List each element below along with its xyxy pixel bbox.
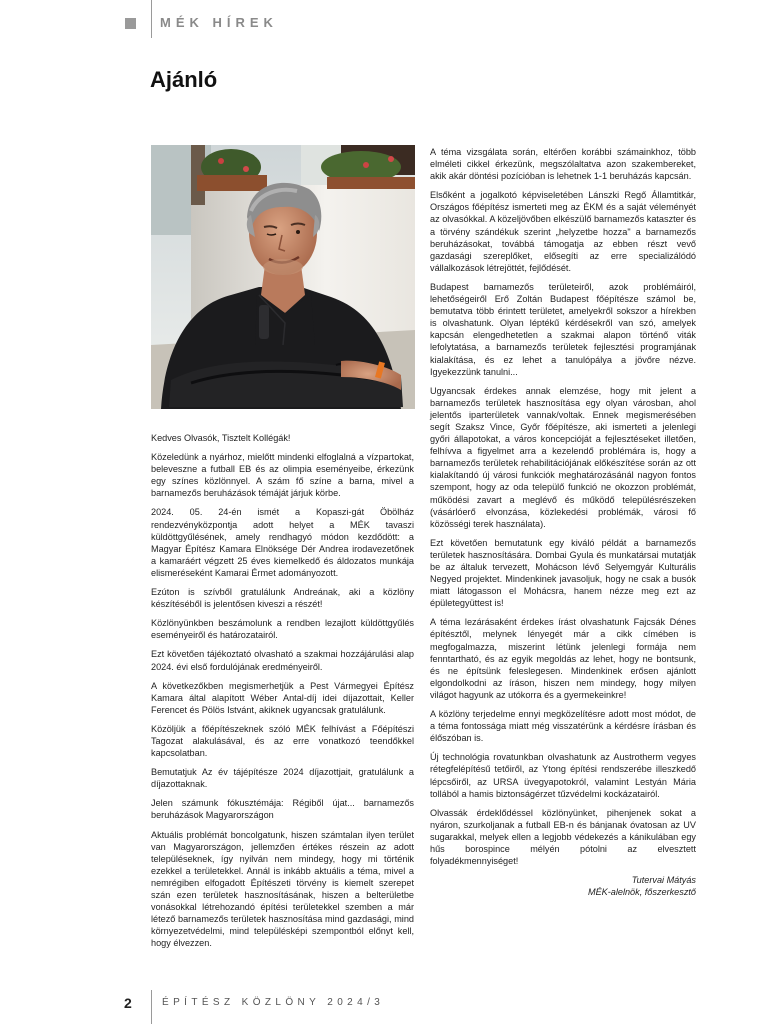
paragraph: Bemutatjuk Az év tájépítésze 2024 díjazottjait, gratulálunk a díjazottaknak.: [151, 767, 414, 790]
signature-name: Tutervai Mátyás: [631, 875, 696, 886]
header-square-mark: [125, 18, 136, 29]
paragraph: Jelen számunk fókusztémája: Régiből újat... barnamezős beruházások Magyarországon: [151, 798, 414, 821]
paragraph: Elsőként a jogalkotó képviseletében Lánszki Regő Államtitkár, Országos főépítész ismerteti meg az ÉKM és a saját véleményét az olvasókkal. A közeljövőben elkészülő barnamezős kataszter és a törvény szándékuk szerint „helyzetbe hozza" a barnamezős beruházásokat, továbbá támogatja az ebben részt vevő gazdasági szereplőket, elősegíti az erre specializálódó vállalkozások létrejöttét, fejlődését.: [430, 190, 696, 273]
paragraph: Budapest barnamezős területeiről, azok problémáiról, lehetőségeiről Erő Zoltán Budapest főépítésze számol be, bemutatva több érintett területet, amelyekről sokszor a hírekben is olvashatunk. Olyan léptékű kérdésekről van szó, amelyek kapcsán elengedhetetlen a szakmai alapon történő viták lefolytatása, a barnamezős területek fejlesztési programjának kialakítása, és ez lehet a tanulópálya a jövőre nézve. Igyekezzünk tanulni...: [430, 281, 696, 377]
paragraph: Ugyancsak érdekes annak elemzése, hogy mit jelent a barnamezős területek hasznosítása egy olyan városban, ahol jelentős iparterületek vannak/voltak. Ennek megismerésében segít Szaksz Vince, Győr főépítésze, aki ismerteti a jelenlegi győri állapotokat, a város koncepcióját a fejlesztéseket illetően, felhívva a figyelmet arra a kezelendő problémára is, hogy a barnamezős területek rehabilitációjának előkészítése során az ott kialakítandó új városi funkciók meghatározásánál nagyon fontos szempont, hogy az oda települő funkció ne okozzon problémát, működési zavart a meglévő és működő településrészeken (vásárlóerő elvonzása, közlekedési problémák, városi fő közösségi terek használata).: [430, 385, 696, 529]
paragraph: Ezt követően tájékoztató olvasható a szakmai hozzájárulási alap 2024. évi első fordulójának eredményeiről.: [151, 649, 414, 672]
page-title: Ajánló: [150, 67, 218, 92]
paragraph: 2024. 05. 24-én ismét a Kopaszi-gát Öbölház rendezvényközpontja adott helyet a MÉK tavaszi küldöttgyűlésének, amely rendhagyó módon kezdődött: a Magyar Építész Kamara Elnöksége Dér Andrea irodavezetőnek a kamaráért végzett 25 éves kiemelkedő és áldozatos munkája elismeréseként Kamarai Érmet adományozott.: [151, 507, 414, 578]
paragraph: A közlöny terjedelme ennyi megközelítésre adott most módot, de a téma fontossága miatt még visszatérünk a kérdésre írásban és élőszóban is.: [430, 709, 696, 744]
signature: [430, 874, 696, 898]
paragraph: Ezúton is szívből gratulálunk Andreának, aki a közlöny készítéséből is jelentősen kiveszi a részét!: [151, 587, 414, 610]
paragraph: Ezt követően bemutatunk egy kiváló példát a barnamezős területek hasznosítására. Dombai Gyula és munkatársai mutatják be az általuk tervezett, Mohácson lévő Selyemgyár Kulturális Negyed projektet. Mindenkinek javasoljuk, hogy ne csak a busók miatt látogasson el Mohácsra, hanem nézze meg ezt az épületegyüttest is!: [430, 537, 696, 609]
paragraph: Aktuális problémát boncolgatunk, hiszen számtalan ilyen terület van Magyarországon, jellemzően értékes részein az adott településeknek, így nyilván nem mindegy, hogy mi történik ezekkel a területekkel. Annál is inkább aktuális a téma, mivel a nemrégiben elfogadott Építészeti törvény is kiemelt szerepet szán ezen területek hasznosításának, hiszen a belterületbe vonásokkal létrehozandó építési területekkel szemben a már létező barnamezős területek hasznosítása mind gazdasági, mind környezetvédelmi, mind településképi szempontból előnyt kell, hogy élvezzen.: [151, 829, 414, 949]
paragraph: A következőkben megismerhetjük a Pest Vármegyei Építész Kamara által alapított Wéber Antal-díj idei díjazottait, Keller Ferencet és Pölös Istvánt, akiknek ugyancsak gratulálunk.: [151, 680, 414, 715]
paragraph: Közeledünk a nyárhoz, mielőtt mindenki elfoglalná a vízpartokat, beleveszne a futball EB és az olimpia eseményeibe, érkezünk egy színes közlönnyel. A szám fő színe a barna, mivel a barnamezős beruházások témáját járjuk körbe.: [151, 452, 414, 499]
left-text-column: [151, 432, 414, 956]
paragraph: A téma vizsgálata során, eltérően korábbi számainkhoz, több elméleti cikkel érkezünk, megszólaltatva azon szakembereket, akik akár döntési pozícióban is lehetnek 1-1 beruházás kapcsán.: [430, 147, 696, 182]
paragraph: Új technológia rovatunkban olvashatunk az Austrotherm vegyes rétegfelépítésű tetőiről, az Ytong építési rendszerébe illeszkedő lépcsőiről, az URSA üvegyapotokról, valamint Lestyán Mária tollából a hamis biztonságérzet tűzvédelmi kockázatairól.: [430, 752, 696, 799]
footer-divider: [151, 990, 152, 1024]
paragraph: Kedves Olvasók, Tisztelt Kollégák!: [151, 433, 291, 443]
paragraph: Közöljük a főépítészeknek szóló MÉK felhívást a Főépítészi Tagozat alakulásával, és az erre vonatkozó teendőkkel kapcsolatban.: [151, 723, 414, 759]
right-text-column: [430, 146, 696, 898]
header-divider: [151, 0, 152, 38]
section-header: MÉK HÍREK: [160, 15, 278, 30]
paragraph: A téma lezárásaként érdekes írást olvashatunk Fajcsák Dénes építésztől, melynek lényegét már a cikk címében is megfogalmazza, miszerint létünk jelenlegi formája nem fenntartható, és az egyik megoldás az lehet, hogy ne bontsunk, és ne építsünk feleslegesen. Mindenkinek erősen ajánlott elgondolkodni az íráson, hiszen nem mindegy, hogy milyen világot hagyunk az utókorra és a gyermekeinkre!: [430, 617, 696, 700]
portrait-photo: [151, 145, 415, 409]
paragraph: Olvassák érdeklődéssel közlönyünket, pihenjenek sokat a nyáron, szurkoljanak a futball EB-n és bánjanak óvatosan az UV sugarakkal, melyek ellen a legjobb védekezés a kánikulában egy hűs borospince mélyén pótolni az elvesztett folyadékmennyiséget!: [430, 807, 696, 867]
paragraph: Közlönyünkben beszámolunk a rendben lezajlott küldöttgyűlés eseményeiről és határozatairól.: [151, 618, 414, 641]
publication-footer: ÉPÍTÉSZ KÖZLÖNY 2024/3: [162, 997, 385, 1008]
page-number: 2: [124, 995, 132, 1011]
signature-role: MÉK-alelnök, főszerkesztő: [587, 887, 696, 898]
